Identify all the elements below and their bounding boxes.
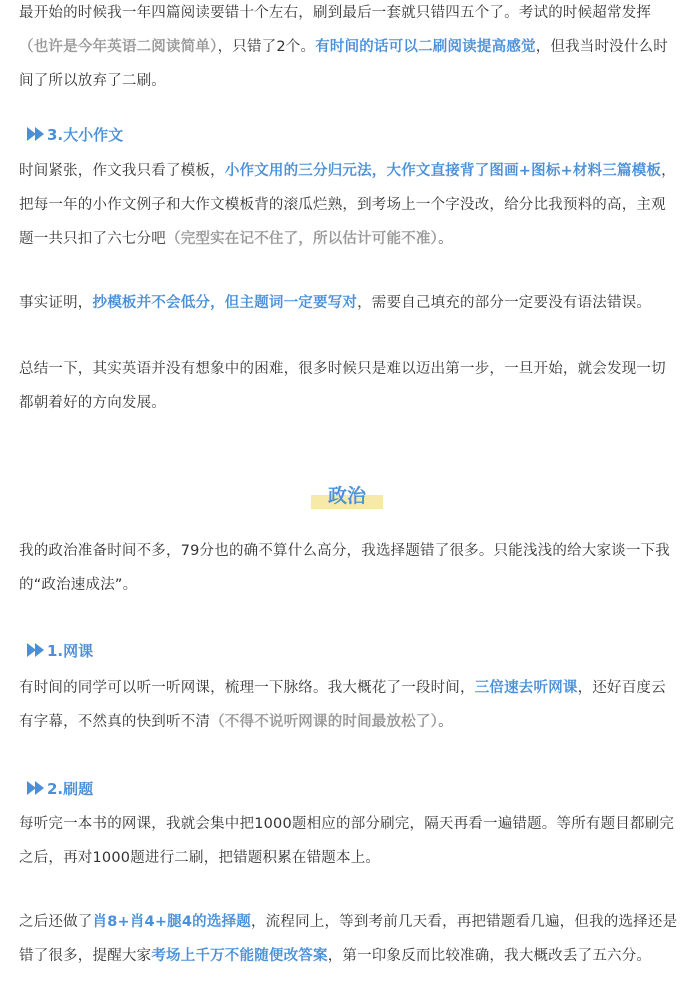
- emphasis-text: 三倍速去听网课: [474, 680, 578, 696]
- text-run: 。: [438, 231, 453, 247]
- text-run: 。: [438, 714, 453, 730]
- text-run: ，还好百度云有字幕，不然真的快到听不清: [19, 680, 666, 730]
- paragraph-online-course: [19, 671, 679, 739]
- aside-note: （不得不说听网课的时间最放松了）: [210, 714, 439, 730]
- emphasis-text: 考场上千万不能随便改答案: [151, 948, 328, 964]
- emphasis-text: 有时间的话可以二刷阅读提高感觉: [315, 39, 536, 55]
- text-run: ，流程同上，等到考前几天看，再把错题看几遍，但我的选择还是错了很多，提醒大家: [19, 914, 678, 964]
- paragraph-reading-result: [19, 0, 679, 98]
- text-run: ，把每一年的小作文例子和大作文模板背的滚瓜烂熟，到考场上一个字没改，给分比我预料的高，主观题一共只扣了六七分吧: [19, 163, 676, 247]
- text-run: ，需要自己填充的部分一定要没有语法错误。: [357, 295, 652, 311]
- emphasis-text: 小作文用的三分归元法，大作文直接背了图画+图标+材料三篇模板: [224, 163, 662, 179]
- text-run: 之后还做了: [19, 914, 93, 930]
- politics-title-text: 政治: [327, 485, 366, 507]
- double-arrow-icon: [27, 643, 43, 657]
- text-run: 总结一下，其实英语并没有想象中的困难，很多时候只是难以迈出第一步，一旦开始，就会发现一切都朝着好的方向发展。: [19, 361, 666, 411]
- text-run: 时间紧张，作文我只看了模板，: [19, 163, 225, 179]
- paragraph-practice-1000: [19, 807, 679, 875]
- section-title: 3.大小作文: [47, 125, 124, 144]
- paragraph-summary: [19, 352, 679, 420]
- text-run: 每听完一本书的网课，我就会集中把1000题相应的部分刷完，隔天再看一遍错题。等所有题目都刷完之后，再对1000题进行二刷，把错题积累在错题本上。: [19, 816, 675, 866]
- emphasis-text: 肖8+肖4+腿4的选择题: [92, 914, 251, 930]
- paragraph-mock-exams: [19, 905, 679, 973]
- section-heading-practice: [27, 776, 93, 800]
- paragraph-proof: [19, 286, 679, 320]
- text-run: 有时间的同学可以听一听网课，梳理一下脉络。我大概花了一段时间，: [19, 680, 475, 696]
- section-title: 1.网课: [47, 641, 94, 660]
- aside-note: （完型实在记不住了，所以估计可能不准）: [166, 231, 439, 247]
- section-heading-online-course: [27, 638, 93, 662]
- section-title: 2.刷题: [47, 779, 94, 798]
- text-run: ，但我当时没什么时间了所以放弃了二刷。: [19, 39, 668, 89]
- text-run: 最开始的时候我一年四篇阅读要错十个左右，刷到最后一套就只错四五个了。考试的时候超常发挥: [19, 5, 652, 21]
- paragraph-politics-intro: [19, 534, 679, 602]
- text-run: 事实证明，: [19, 295, 93, 311]
- emphasis-text: 抄模板并不会低分，但主题词一定要写对: [92, 295, 358, 311]
- section-title-politics: [311, 483, 383, 511]
- section-heading-essay: [27, 122, 123, 146]
- double-arrow-icon: [27, 127, 43, 141]
- text-run: ，第一印象反而比较准确，我大概改丢了五六分。: [327, 948, 652, 964]
- text-run: 我的政治准备时间不多，79分也的确不算什么高分，我选择题错了很多。只能浅浅的给大家谈一下我的“政治速成法”。: [19, 543, 670, 593]
- double-arrow-icon: [27, 781, 43, 795]
- aside-note: （也许是今年英语二阅读简单）: [19, 39, 218, 55]
- text-run: ，只错了2个。: [217, 39, 316, 55]
- paragraph-essay-templates: [19, 154, 679, 256]
